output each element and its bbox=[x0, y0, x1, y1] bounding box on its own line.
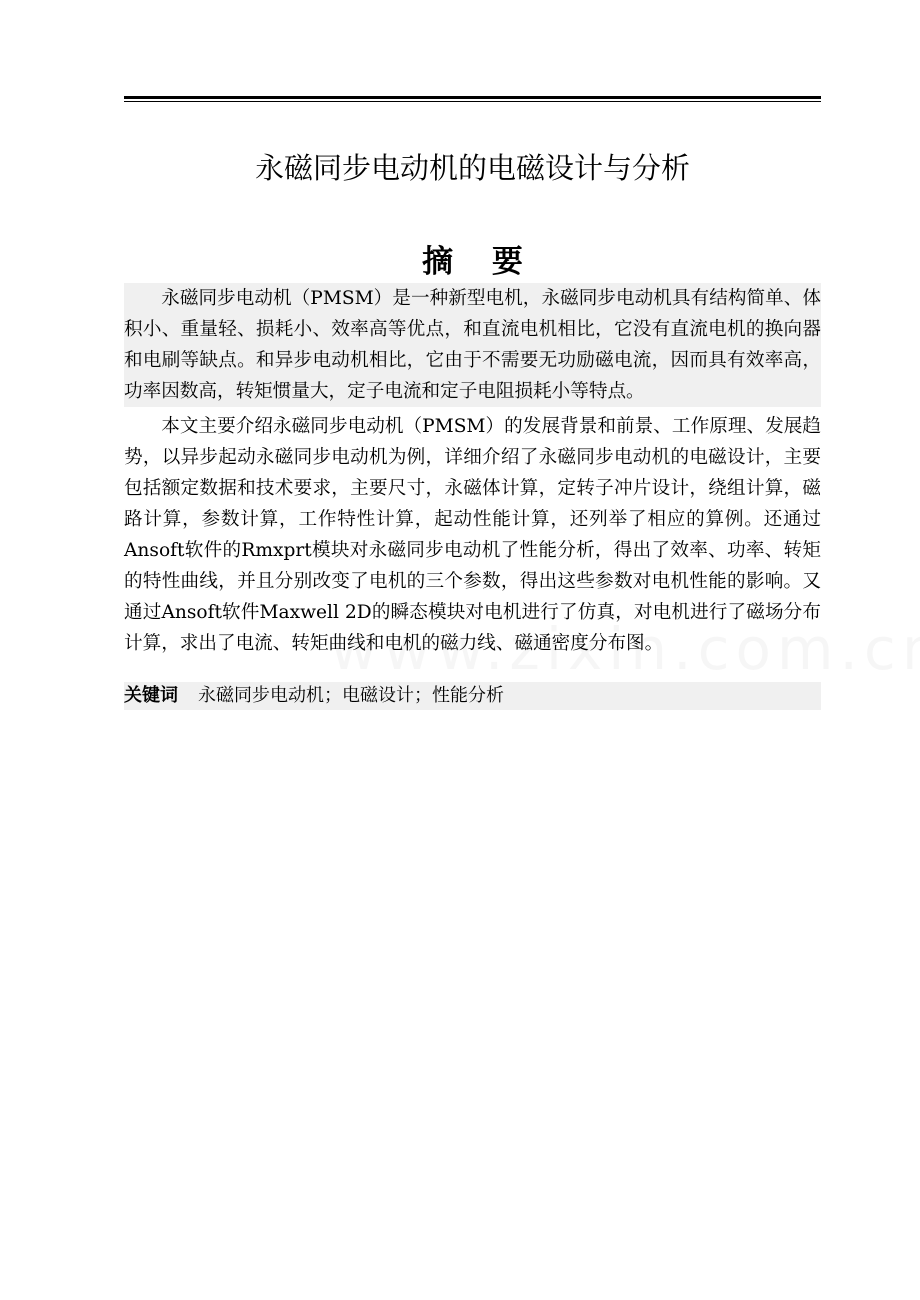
keywords-label: 关键词 bbox=[124, 685, 178, 706]
keywords-line bbox=[124, 682, 821, 710]
header-rule-thick bbox=[124, 96, 821, 99]
abstract-body bbox=[124, 283, 821, 659]
document-title: 永磁同步电动机的电磁设计与分析 bbox=[254, 151, 690, 185]
keywords-text: 永磁同步电动机；电磁设计；性能分析 bbox=[198, 685, 504, 706]
abstract-paragraph-1: 永磁同步电动机（PMSM）是一种新型电机，永磁同步电动机具有结构简单、体积小、重量轻、损耗小、效率高等优点，和直流电机相比，它没有直流电机的换向器和电刷等缺点。和异步电动机相比，它由于不需要无功励磁电流，因而具有效率高，功率因数高，转矩惯量大，定子电流和定子电阻损耗小等特点。 bbox=[124, 283, 821, 407]
abstract-paragraph-2: 本文主要介绍永磁同步电动机（PMSM）的发展背景和前景、工作原理、发展趋势，以异步起动永磁同步电动机为例，详细介绍了永磁同步电动机的电磁设计，主要包括额定数据和技术要求，主要尺寸，永磁体计算，定转子冲片设计，绕组计算，磁路计算，参数计算，工作特性计算，起动性能计算，还列举了相应的算例。还通过Ansoft软件的Rmxprt模块对永磁同步电动机了性能分析，得出了效率、功率、转矩的特性曲线，并且分别改变了电机的三个参数，得出这些参数对电机性能的影响。又通过Ansoft软件Maxwell 2D的瞬态模块对电机进行了仿真，对电机进行了磁场分布计算，求出了电流、转矩曲线和电机的磁力线、磁通密度分布图。 bbox=[124, 416, 821, 654]
abstract-heading: 摘 要 bbox=[422, 244, 537, 280]
header-rule-thin bbox=[124, 101, 821, 102]
